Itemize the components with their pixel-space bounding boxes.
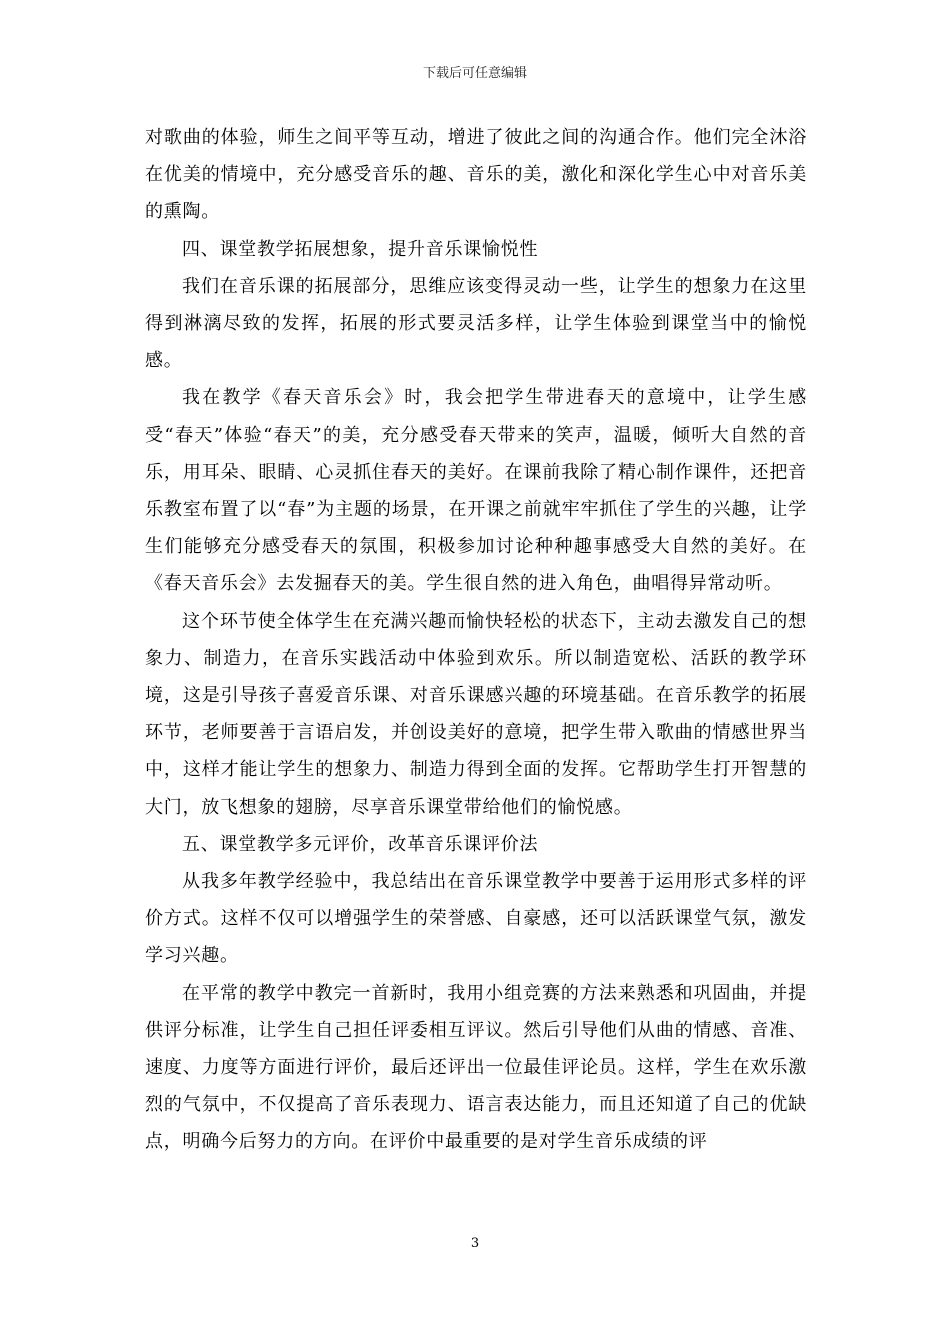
paragraph: 从我多年教学经验中，我总结出在音乐课堂教学中要善于运用形式多样的评价方式。这样不仅可以增强学生的荣誉感、自豪感，还可以活跃课堂气氛，激发学习兴趣。: [145, 871, 807, 967]
paragraph: 我们在音乐课的拓展部分，思维应该变得灵动一些，让学生的想象力在这里得到淋漓尽致的发挥，拓展的形式要灵活多样，让学生体验到课堂当中的愉悦感。: [145, 275, 807, 372]
section-heading: 五、课堂教学多元评价，改革音乐课评价法: [182, 833, 539, 855]
paragraph: 这个环节使全体学生在充满兴趣而愉快轻松的状态下，主动去激发自己的想象力、制造力，在音乐实践活动中体验到欢乐。所以制造宽松、活跃的教学环境，这是引导孩子喜爱音乐课、对音乐课感兴趣的环境基础。在音乐教学的拓展环节，老师要善于言语启发，并创设美好的意境，把学生带入歌曲的情感世界当中，这样才能让学生的想象力、制造力得到全面的发挥。它帮助学生打开智慧的大门，放飞想象的翅膀，尽享音乐课堂带给他们的愉悦感。: [145, 610, 807, 818]
document-body: [145, 119, 807, 1161]
paragraph: 我在教学《春天音乐会》时，我会把学生带进春天的意境中，让学生感受“春天”体验“春天”的美，充分感受春天带来的笑声，温暖，倾听大自然的音乐，用耳朵、眼睛、心灵抓住春天的美好。在课前我除了精心制作课件，还把音乐教室布置了以“春”为主题的场景，在开课之前就牢牢抓住了学生的兴趣，让学生们能够充分感受春天的氛围，积极参加讨论种种趣事感受大自然的美好。在《春天音乐会》去发掘春天的美。学生很自然的进入角色，曲唱得异常动听。: [145, 387, 807, 595]
paragraph: 在平常的教学中教完一首新时，我用小组竞赛的方法来熟悉和巩固曲，并提供评分标准，让学生自己担任评委相互评议。然后引导他们从曲的情感、音准、速度、力度等方面进行评价，最后还评出一位最佳评论员。这样，学生在欢乐激烈的气氛中，不仅提高了音乐表现力、语言表达能力，而且还知道了自己的优缺点，明确今后努力的方向。在评价中最重要的是对学生音乐成绩的评: [145, 982, 807, 1153]
section-heading: 四、课堂教学拓展想象，提升音乐课愉悦性: [182, 238, 539, 260]
page-header: 下载后可任意编辑: [422, 66, 527, 81]
page-number: 3: [470, 1236, 480, 1251]
paragraph: 对歌曲的体验，师生之间平等互动，增进了彼此之间的沟通合作。他们完全沐浴在优美的情境中，充分感受音乐的趣、音乐的美，激化和深化学生心中对音乐美的熏陶。: [145, 127, 807, 223]
